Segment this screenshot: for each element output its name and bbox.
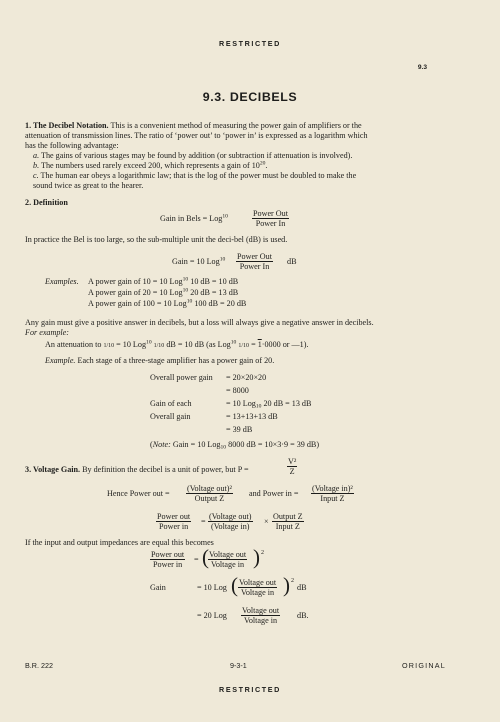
squared-exponent: 2 [261, 550, 264, 556]
footer-left: B.R. 222 [25, 661, 53, 670]
pout-pin-fraction: Power out Power in [157, 512, 191, 531]
s2-heading: 2. Definition [25, 198, 68, 207]
eq-1: = [201, 517, 206, 526]
s3-line1: 3. Voltage Gain. By definition the decibel is a unit of power, but P = [25, 465, 249, 474]
s2-any-gain: Any gain must give a positive answer in decibels, but a loss will always give a negative answer in decibels. [25, 318, 374, 327]
for-example: For example: [25, 328, 69, 337]
db-unit-3: dB. [297, 611, 309, 620]
section-title: 9.3. DECIBELS [202, 90, 298, 104]
power-ratio-fraction: Power Out Power In [253, 209, 288, 228]
s1-line3: has the following advantage: [25, 141, 119, 150]
header-restricted: RESTRICTED [219, 39, 281, 48]
attenuation-example: An attenuation to 1/10 = 10 Log$^{10}$ 1/10 dB = 10 dB (as Log$^{10}$ 1/10 = 1·0000 or —1). [45, 339, 309, 349]
s1-item-a: a. The gains of various stages may be found by addition (or subtraction if attenuation is involved). [33, 151, 353, 160]
pout-pin-fraction-2: Power out Power in [151, 550, 185, 569]
footer-restricted: RESTRICTED [219, 685, 281, 694]
gain-bels-formula: Gain in Bels = Log$^{10}$ [160, 213, 228, 223]
vout-vin-fraction: (Voltage out) (Voltage in) [209, 512, 252, 531]
outz-inz-fraction: Output Z Input Z [273, 512, 303, 531]
footer-right: ORIGINAL [402, 661, 446, 670]
vout-vin-fraction-3: Voltage out Voltage in [239, 578, 277, 597]
note: (Note: Gain = 10 Log$_{10}$ 8000 dB = 10×3·9 = 39 dB) [150, 440, 320, 451]
example-row-1: A power gain of 10 = 10 Log$^{10}$ 10 dB = 10 dB [88, 276, 239, 286]
power-in-fraction: (Voltage in)² Input Z [312, 484, 353, 503]
s1-item-c: c. The human ear obeys a logarithmic law; that is the log of the power must be doubled to make the [33, 171, 357, 180]
right-paren: ) [253, 545, 260, 569]
example-row-2: A power gain of 20 = 10 Log$^{10}$ 20 dB = 13 dB [88, 287, 239, 297]
overall-gain-value-2: = 39 dB [226, 425, 253, 434]
gain-db-formula: Gain = 10 Log$^{10}$ [172, 256, 226, 266]
examples-label: Examples. [45, 277, 79, 286]
hence-power-out: Hence Power out = [107, 489, 170, 498]
db-unit: dB [287, 257, 297, 266]
footer-center: 9-3-1 [230, 661, 247, 670]
gain-each-value: = 10 Log$_{10}$ 20 dB = 13 dB [226, 399, 312, 410]
and-power-in: and Power in = [249, 489, 299, 498]
example-row-3: A power gain of 100 = 10 Log$^{10}$ 100 dB = 20 dB [88, 298, 247, 308]
overall-power-gain-value-2: = 8000 [226, 386, 249, 395]
ten-log: = 10 Log [197, 583, 227, 592]
overall-power-gain-value-1: = 20×20×20 [226, 373, 267, 382]
gain-label: Gain [150, 583, 166, 592]
power-ratio-fraction-db: Power Out Power In [237, 252, 272, 271]
left-paren: ( [202, 545, 209, 569]
twenty-log: = 20 Log [197, 611, 227, 620]
squared-exponent-2: 2 [291, 578, 294, 584]
eq-2: = [194, 555, 199, 564]
s1-line1: 1. The Decibel Notation. This is a convenient method of measuring the power gain of amplifiers or the [25, 121, 362, 130]
s1-line2: attenuation of transmission lines. The ratio of ‘power out’ to ‘power in’ is expressed as a logarithm which [25, 131, 368, 140]
example-2: Example. Each stage of a three-stage amplifier has a power gain of 20. [45, 356, 275, 365]
db-unit-2: dB [297, 583, 307, 592]
v2-over-z-fraction: $\frac{\text{V²}}{Z}$ [288, 457, 297, 476]
times-sign: × [264, 517, 269, 526]
vout-vin-fraction-4: Voltage out Voltage in [242, 606, 280, 625]
right-paren-2: ) [283, 573, 290, 597]
vout-vin-fraction-2: Voltage out Voltage in [209, 550, 247, 569]
page-number: 9.3 [417, 64, 427, 71]
overall-gain-label: Overall gain [150, 412, 191, 421]
overall-power-gain-label: Overall power gain [150, 373, 213, 382]
gain-each-label: Gain of each [150, 399, 192, 408]
s1-item-c-cont: sound twice as great to the hearer. [33, 181, 144, 190]
overall-gain-value-1: = 13+13+13 dB [226, 412, 278, 421]
s2-practice: In practice the Bel is too large, so the sub-multiple unit the deci-bel (dB) is used. [25, 235, 288, 244]
if-text: If the input and output impedances are equal this becomes [25, 538, 214, 547]
s1-item-b: b. The numbers used rarely exceed 200, which represents a gain of $10^{20}$. [33, 160, 268, 170]
left-paren-2: ( [231, 573, 238, 597]
power-out-fraction: (Voltage out)² Output Z [187, 484, 232, 503]
